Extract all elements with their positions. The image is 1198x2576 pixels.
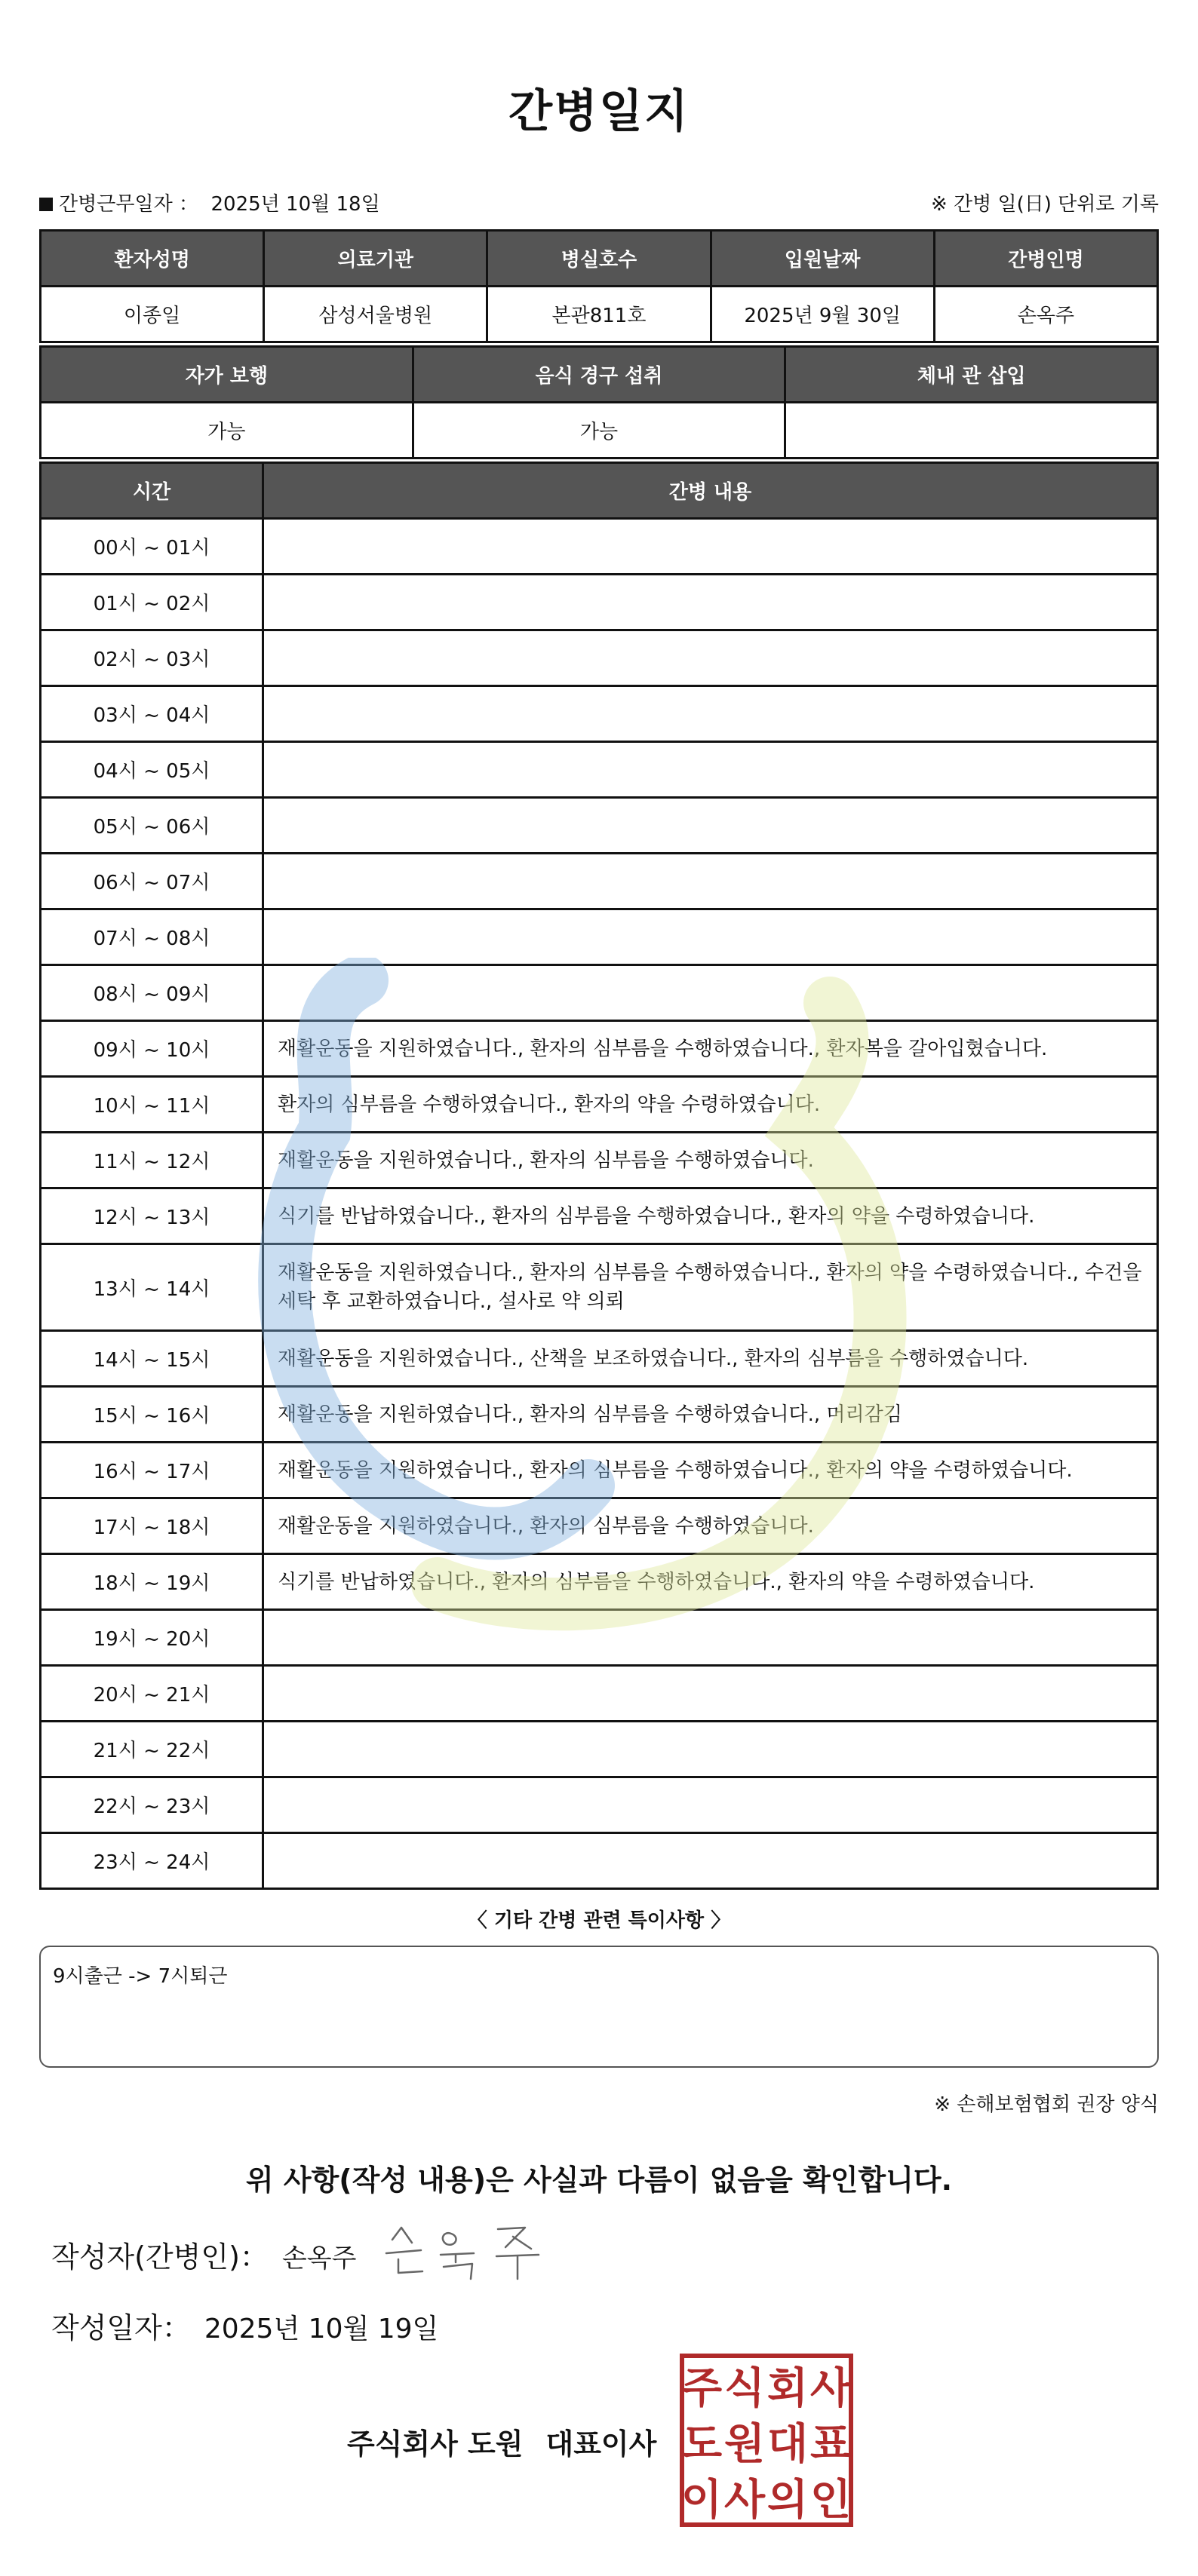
time-slot: 15시 ~ 16시	[41, 1387, 263, 1443]
care-content	[263, 1610, 1158, 1666]
write-date-value: 2025년 10월 19일	[204, 2314, 439, 2344]
header-caregiver: 간병인명	[934, 231, 1157, 287]
table-row	[41, 1021, 1158, 1077]
care-content	[263, 909, 1158, 965]
time-slot: 19시 ~ 20시	[41, 1610, 263, 1666]
seal-glyph: 의	[766, 2476, 809, 2525]
table-row	[41, 854, 1158, 909]
seal-glyph: 원	[723, 2420, 766, 2469]
time-slot: 12시 ~ 13시	[41, 1188, 263, 1244]
table-row	[41, 1188, 1158, 1244]
care-content	[263, 798, 1158, 854]
care-content	[263, 630, 1158, 686]
seal-glyph: 주	[680, 2364, 723, 2413]
header-hospital: 의료기관	[264, 231, 487, 287]
seal-glyph: 회	[766, 2364, 809, 2413]
care-content: 식기를 반납하였습니다., 환자의 심부름을 수행하였습니다., 환자의 약을 수령하였습니다.	[263, 1188, 1158, 1244]
header-tube: 체내 관 삽입	[785, 347, 1158, 403]
notes-box: 9시출근 -> 7시퇴근	[39, 1946, 1159, 2068]
time-slot: 03시 ~ 04시	[41, 686, 263, 742]
time-slot: 22시 ~ 23시	[41, 1777, 263, 1833]
handwritten-signature	[377, 2217, 558, 2285]
care-content: 재활운동을 지원하였습니다., 산책을 보조하였습니다., 환자의 심부름을 수행하였습니다.	[263, 1331, 1158, 1387]
care-content	[263, 519, 1158, 575]
table-row	[41, 1331, 1158, 1387]
care-content: 재활운동을 지원하였습니다., 환자의 심부름을 수행하였습니다., 머리감김	[263, 1387, 1158, 1443]
care-content	[263, 1777, 1158, 1833]
tube-status	[785, 403, 1158, 458]
table-row	[41, 1554, 1158, 1610]
company-representative: 대표이사	[545, 2427, 657, 2461]
time-slot: 04시 ~ 05시	[41, 742, 263, 798]
time-slot: 18시 ~ 19시	[41, 1554, 263, 1610]
care-content	[263, 1666, 1158, 1722]
table-row	[41, 1443, 1158, 1498]
header-admission-date: 입원날짜	[711, 231, 934, 287]
seal-glyph: 대	[766, 2420, 809, 2469]
care-content: 재활운동을 지원하였습니다., 환자의 심부름을 수행하였습니다., 환자복을 갈아입혔습니다.	[263, 1021, 1158, 1077]
time-slot: 01시 ~ 02시	[41, 575, 263, 630]
time-slot: 11시 ~ 12시	[41, 1133, 263, 1188]
time-slot: 17시 ~ 18시	[41, 1498, 263, 1554]
time-slot: 14시 ~ 15시	[41, 1331, 263, 1387]
care-log-table	[39, 462, 1159, 1890]
meta-row	[39, 189, 1159, 219]
company-line	[347, 2421, 656, 2462]
table-row	[41, 909, 1158, 965]
care-log-body	[41, 519, 1158, 1889]
seal-glyph: 이	[680, 2476, 723, 2525]
square-bullet-icon	[39, 198, 53, 211]
time-slot: 06시 ~ 07시	[41, 854, 263, 909]
work-date-value: 2025년 10월 18일	[210, 193, 380, 216]
care-content	[263, 686, 1158, 742]
company-seal-stamp	[679, 2353, 854, 2528]
patient-info-table	[39, 229, 1159, 343]
seal-glyph: 인	[809, 2476, 852, 2525]
time-slot: 10시 ~ 11시	[41, 1077, 263, 1133]
table-row	[41, 1722, 1158, 1777]
table-row	[41, 1244, 1158, 1331]
table-row	[41, 575, 1158, 630]
table-row	[41, 519, 1158, 575]
walking-status: 가능	[41, 403, 413, 458]
care-content	[263, 742, 1158, 798]
time-slot: 00시 ~ 01시	[41, 519, 263, 575]
table-row	[41, 1777, 1158, 1833]
header-patient-name: 환자성명	[41, 231, 264, 287]
time-slot: 02시 ~ 03시	[41, 630, 263, 686]
time-slot: 23시 ~ 24시	[41, 1833, 263, 1889]
table-row	[41, 742, 1158, 798]
admission-date: 2025년 9월 30일	[711, 287, 934, 342]
table-row	[41, 686, 1158, 742]
table-row	[41, 1833, 1158, 1889]
care-content	[263, 1722, 1158, 1777]
write-date-line	[51, 2305, 438, 2346]
confirmation-statement: 위 사항(작성 내용)은 사실과 다름이 없음을 확인합니다.	[245, 2164, 953, 2197]
time-slot: 21시 ~ 22시	[41, 1722, 263, 1777]
time-slot: 16시 ~ 17시	[41, 1443, 263, 1498]
header-room: 병실호수	[487, 231, 711, 287]
patient-name: 이종일	[41, 287, 264, 342]
care-content	[263, 965, 1158, 1021]
work-date	[39, 189, 380, 216]
seal-glyph: 도	[680, 2420, 723, 2469]
care-content: 환자의 심부름을 수행하였습니다., 환자의 약을 수령하였습니다.	[263, 1077, 1158, 1133]
table-row	[41, 1387, 1158, 1443]
care-content: 재활운동을 지원하였습니다., 환자의 심부름을 수행하였습니다., 환자의 약을 수령하였습니다.	[263, 1443, 1158, 1498]
care-content: 식기를 반납하였습니다., 환자의 심부름을 수행하였습니다., 환자의 약을 수령하였습니다.	[263, 1554, 1158, 1610]
care-content	[263, 575, 1158, 630]
oral-intake-status: 가능	[413, 403, 785, 458]
header-content: 간병 내용	[263, 463, 1158, 519]
header-walking: 자가 보행	[41, 347, 413, 403]
time-slot: 07시 ~ 08시	[41, 909, 263, 965]
page-title: 간병일지	[508, 85, 690, 138]
header-time: 시간	[41, 463, 263, 519]
care-content: 재활운동을 지원하였습니다., 환자의 심부름을 수행하였습니다.	[263, 1133, 1158, 1188]
caregiver: 손옥주	[934, 287, 1157, 342]
time-slot: 08시 ~ 09시	[41, 965, 263, 1021]
seal-glyph: 사	[723, 2476, 766, 2525]
seal-glyph: 사	[809, 2364, 852, 2413]
table-row	[41, 965, 1158, 1021]
notes-title: 〈 기타 간병 관련 특이사항 〉	[467, 1909, 731, 1932]
care-content	[263, 1833, 1158, 1889]
time-slot: 09시 ~ 10시	[41, 1021, 263, 1077]
writer-name: 손옥주	[281, 2243, 357, 2274]
table-row	[41, 630, 1158, 686]
time-slot: 05시 ~ 06시	[41, 798, 263, 854]
table-row	[41, 1498, 1158, 1554]
hospital: 삼성서울병원	[264, 287, 487, 342]
writer-label: 작성자(간병인)：	[51, 2240, 269, 2274]
seal-glyph: 표	[809, 2420, 852, 2469]
writer-line	[51, 2234, 356, 2275]
time-slot: 13시 ~ 14시	[41, 1244, 263, 1331]
work-date-label: 간병근무일자 ：	[59, 193, 198, 216]
care-content	[263, 854, 1158, 909]
patient-status-table	[39, 345, 1159, 459]
table-row	[41, 798, 1158, 854]
write-date-label: 작성일자：	[51, 2311, 191, 2344]
table-row	[41, 1133, 1158, 1188]
time-slot: 20시 ~ 21시	[41, 1666, 263, 1722]
table-row	[41, 1666, 1158, 1722]
header-oral-intake: 음식 경구 섭취	[413, 347, 785, 403]
room: 본관811호	[487, 287, 711, 342]
company-name: 주식회사 도원	[347, 2427, 524, 2461]
care-content: 재활운동을 지원하였습니다., 환자의 심부름을 수행하였습니다., 환자의 약을 수령하였습니다., 수건을 세탁 후 교환하였습니다., 설사로 약 의뢰	[263, 1244, 1158, 1331]
seal-glyph: 식	[723, 2364, 766, 2413]
record-note: ※ 간병 일(日) 단위로 기록	[930, 193, 1159, 216]
recommend-note: ※ 손해보험협회 권장 양식	[934, 2093, 1159, 2116]
care-content: 재활운동을 지원하였습니다., 환자의 심부름을 수행하였습니다.	[263, 1498, 1158, 1554]
table-row	[41, 1610, 1158, 1666]
table-row	[41, 1077, 1158, 1133]
